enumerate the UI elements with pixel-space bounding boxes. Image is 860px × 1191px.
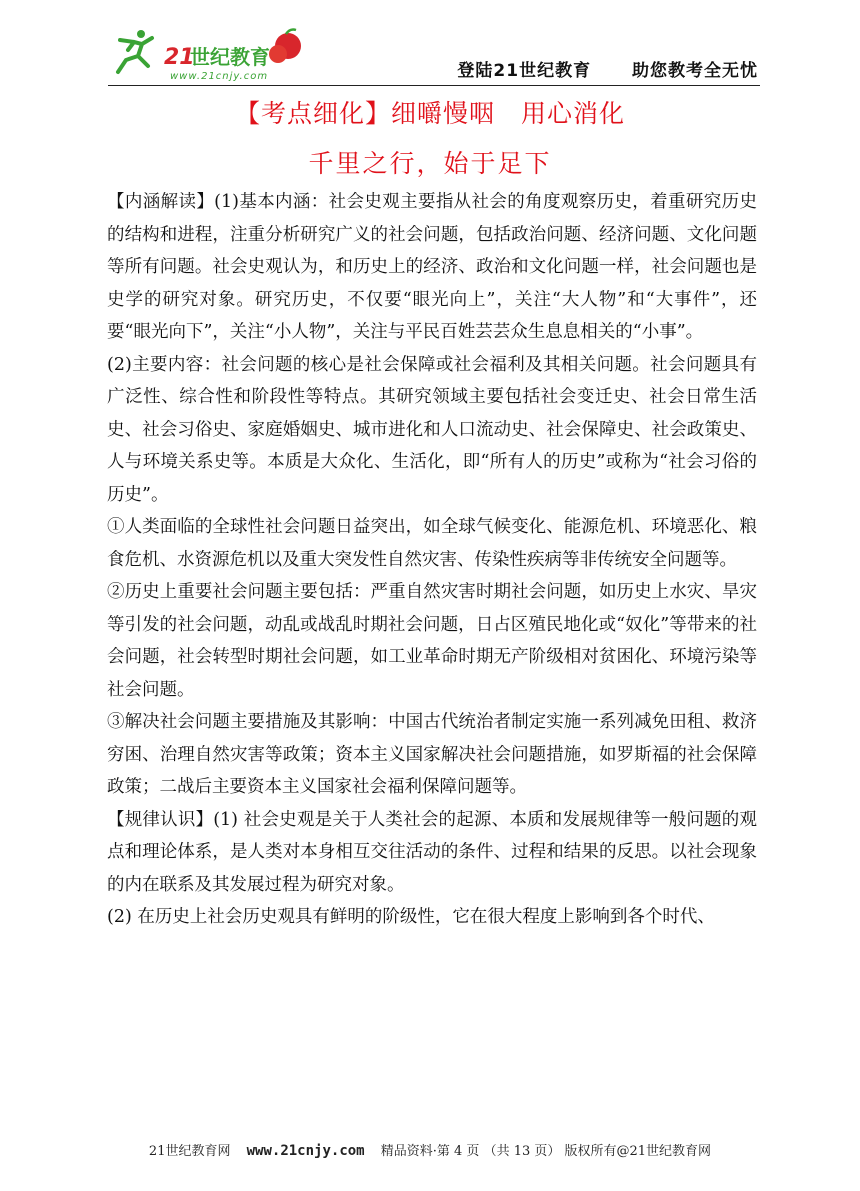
svg-text:21: 21 [164, 45, 195, 70]
paragraph-rule-1: 【规律认识】(1) 社会史观是关于人类社会的起源、本质和发展规律等一般问题的观点和理论体系，是人类对本身相互交往活动的条件、过程和结果的反思。以社会现象的内在联系及其发展过程为研究对象。 [107, 809, 757, 895]
header-slogan [457, 56, 758, 81]
paragraph-point-2: ②历史上重要社会问题主要包括：严重自然灾害时期社会问题，如历史上水灾、旱灾等引发的社会问题，动乱或战乱时期社会问题，日占区殖民地化或“奴化”等带来的社会问题，社会转型时期社会问题，如工业革命时期无产阶级相对贫困化、环境污染等社会问题。 [107, 582, 757, 700]
paragraph-main-content: (2)主要内容：社会问题的核心是社会保障或社会福利及其相关问题。社会问题具有广泛性、综合性和阶段性等特点。其研究领域主要包括社会变迁史、社会日常生活史、社会习俗史、家庭婚姻史、城市进化和人口流动史、社会保障史、社会政策史、人与环境关系史等。本质是大众化、生活化，即“所有人的历史”或称为“社会习俗的历史”。 [107, 354, 757, 505]
section-subtitle: 千里之行，始于足下 [308, 149, 552, 178]
section-title: 【考点细化】细嚼慢咽 用心消化 [234, 99, 625, 128]
paragraph-rule-2: (2) 在历史上社会历史观具有鲜明的阶级性，它在很大程度上影响到各个时代、 [107, 907, 715, 927]
footer-url: www.21cnjy.com [246, 1143, 365, 1159]
page-footer [0, 1140, 860, 1159]
document-body [107, 186, 757, 934]
site-logo [108, 26, 318, 84]
paragraph-connotation: 【内涵解读】(1)基本内涵：社会史观主要指从社会的角度观察历史，着重研究历史的结构和进程，注重分析研究广义的社会问题，包括政治问题、经济问题、文化问题等所有问题。社会史观认为，和历史上的经济、政治和文化问题一样，社会问题也是史学的研究对象。研究历史，不仅要“眼光向上”，关注“大人物”和“大事件”，还要“眼光向下”，关注“小人物”，关注与平民百姓芸芸众生息息相关的“小事”。 [107, 192, 757, 342]
footer-site: 21世纪教育网 [148, 1144, 231, 1159]
header-divider [108, 85, 760, 86]
slogan-right: 助您教考全无忧 [632, 61, 758, 81]
apple-icon [269, 30, 301, 64]
page-header [108, 22, 760, 86]
running-figure-icon [118, 30, 152, 72]
paragraph-point-1: ①人类面临的全球性社会问题日益突出，如全球气候变化、能源危机、环境恶化、粮食危机、水资源危机以及重大突发性自然灾害、传染性疾病等非传统安全问题等。 [107, 517, 757, 570]
svg-text:世纪教育: 世纪教育 [190, 45, 270, 69]
footer-info: 精品资料·第 4 页 （共 13 页） 版权所有@21世纪教育网 [380, 1144, 712, 1159]
paragraph-point-3: ③解决社会问题主要措施及其影响：中国古代统治者制定实施一系列减免田租、救济穷困、治理自然灾害等政策；资本主义国家解决社会问题措施，如罗斯福的社会保障政策；二战后主要资本主义国家社会福利保障问题等。 [107, 712, 757, 797]
svg-text:www.21cnjy.com: www.21cnjy.com [170, 71, 269, 82]
slogan-left: 登陆21世纪教育 [457, 61, 592, 81]
